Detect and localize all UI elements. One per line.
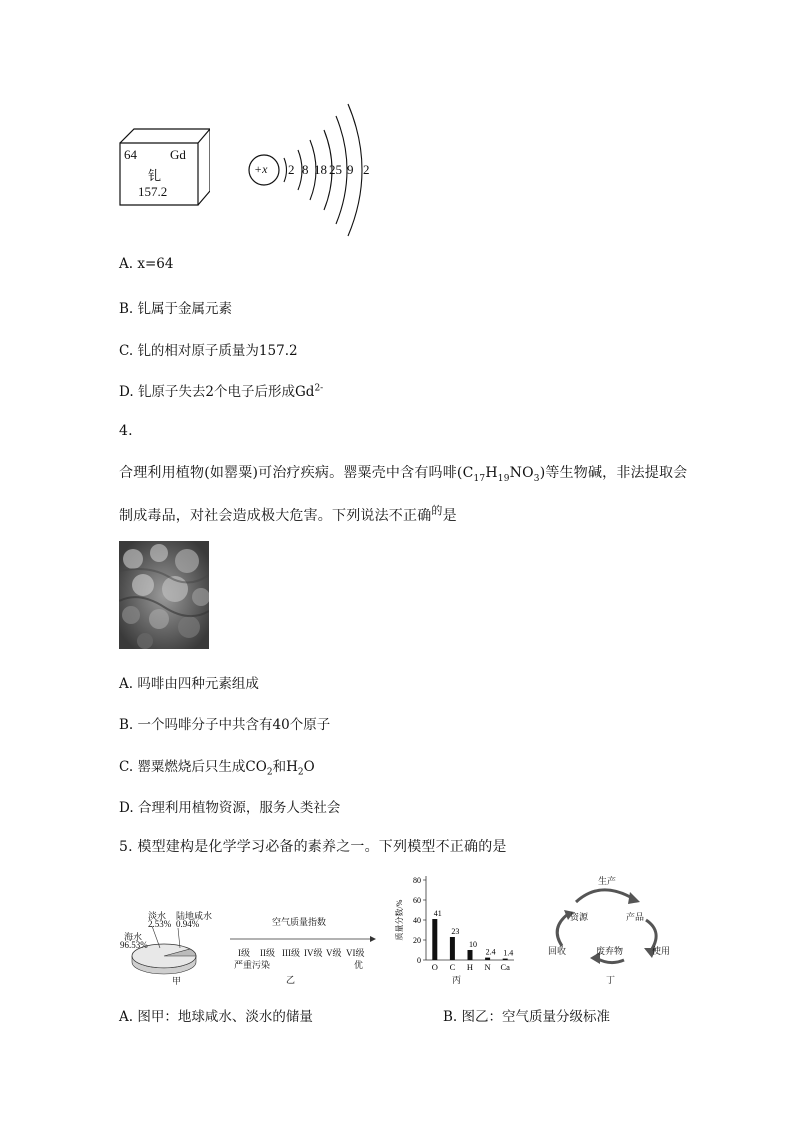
y-tick-label: 40	[413, 916, 421, 925]
aqi-grade-6: VI级	[346, 948, 365, 958]
option-text: x=64	[137, 256, 174, 272]
option-text: 罂粟燃烧后只生成CO	[137, 759, 267, 775]
shell-3-count: 18	[314, 162, 327, 177]
cycle-resource: 资源	[570, 912, 589, 922]
bar-value-label: 1.4	[503, 948, 514, 958]
bar-value-label: 23	[451, 927, 460, 936]
bar-value-label: 41	[433, 909, 442, 918]
aqi-right-label: 优	[354, 960, 364, 970]
y-tick-label: 0	[417, 956, 421, 965]
q5-option-a	[119, 1005, 313, 1025]
element-symbol: Gd	[170, 147, 186, 162]
q4-option-b	[119, 713, 330, 733]
option-letter: A.	[119, 256, 134, 272]
q4-option-c	[119, 755, 315, 778]
option-letter: A.	[119, 676, 134, 692]
stem-text: 制成毒品，对社会造成极大危害。下列说法不正确	[119, 508, 432, 524]
option-text: O	[303, 759, 315, 775]
poppy-photo	[119, 541, 209, 649]
shell-5-count: 9	[347, 162, 354, 177]
element-card	[118, 125, 210, 207]
aqi-grade-1: I级	[238, 948, 250, 958]
aqi-grade-5: V级	[326, 948, 342, 958]
q5-stem: 5. 模型建构是化学学习必备的素养之一。下列模型不正确的是	[119, 839, 507, 855]
option-text: 吗啡由四种元素组成	[137, 676, 259, 692]
option-text: 钆的相对原子质量为157.2	[137, 343, 298, 359]
y-axis-label: 质量分数/%	[395, 899, 404, 941]
option-text: 图甲：地球咸水、淡水的储量	[137, 1009, 313, 1025]
q4-number: 4.	[119, 423, 133, 439]
option-letter: B.	[119, 301, 134, 317]
fig-ding-cycle	[540, 870, 680, 986]
y-tick-label: 20	[413, 936, 421, 945]
bar-H	[468, 950, 473, 960]
y-tick-label: 60	[413, 896, 421, 905]
bar-value-label: 2.4	[485, 947, 496, 957]
q4-option-d	[119, 796, 340, 816]
aqi-left-label: 严重污染	[234, 960, 271, 970]
category-label: H	[466, 962, 474, 972]
atomic-mass: 157.2	[138, 184, 168, 199]
q4-option-a	[119, 672, 259, 692]
cycle-use: 使用	[652, 946, 671, 956]
fig-bing-caption: 丙	[452, 975, 462, 985]
subscript: 2	[266, 767, 273, 778]
stem-text: H	[485, 465, 498, 481]
stem-text: NO	[509, 465, 534, 481]
bar-O	[432, 919, 437, 960]
fig-ding-caption: 丁	[606, 975, 616, 985]
fig-yi-aqi	[228, 910, 378, 986]
option-letter: B.	[443, 1009, 458, 1025]
q4-stem-line1	[119, 462, 687, 484]
category-label: N	[484, 962, 491, 972]
ion-charge: 2-	[314, 383, 324, 394]
bar-Ca	[503, 959, 508, 960]
category-label: C	[449, 962, 456, 972]
option-text: 和H	[272, 759, 298, 775]
option-letter: B.	[119, 717, 134, 733]
shell-2-count: 8	[302, 162, 309, 177]
q3-option-c	[119, 339, 298, 359]
bar-chart	[392, 870, 520, 986]
nucleus-label: +x	[254, 162, 268, 176]
option-text: 钆属于金属元素	[137, 301, 233, 317]
q3-option-b	[119, 297, 232, 317]
fig-bing-chart	[392, 870, 520, 986]
stem-text: )等生物碱，非法提取会	[539, 465, 688, 481]
sea-water-pct: 96.53%	[120, 940, 148, 950]
stem-text: 的	[431, 504, 443, 517]
aqi-grade-3: III级	[282, 948, 300, 958]
option-text: 图乙：空气质量分级标准	[461, 1009, 611, 1025]
stem-text: 合理利用植物(如罂粟)可治疗疾病。罂粟壳中含有吗啡(C	[119, 465, 474, 481]
shell-6-count: 2	[363, 162, 370, 177]
bar-C	[450, 937, 455, 960]
subscript: 3	[533, 473, 540, 484]
atom-structure-diagram	[246, 100, 386, 240]
shell-1-count: 2	[288, 162, 295, 177]
aqi-grade-2: II级	[260, 948, 275, 958]
category-label: Ca	[500, 962, 510, 972]
option-text: 钆原子失去2个电子后形成Gd	[137, 384, 315, 400]
category-label: O	[431, 962, 438, 972]
y-tick-label: 80	[413, 876, 421, 885]
option-letter: A.	[119, 1009, 134, 1025]
option-text: 一个吗啡分子中共含有40个原子	[137, 717, 331, 733]
fresh-water-label: 淡水	[148, 911, 167, 921]
cycle-production: 生产	[598, 876, 617, 886]
fig-yi-caption: 乙	[286, 975, 296, 985]
cycle-recycle: 回收	[548, 946, 567, 956]
aqi-title: 空气质量指数	[272, 917, 327, 927]
shell-4-count: 25	[329, 162, 342, 177]
option-text: 合理利用植物资源，服务人类社会	[137, 800, 341, 816]
q3-option-a	[119, 256, 173, 272]
q3-option-d	[119, 380, 323, 400]
option-letter: D.	[119, 800, 134, 816]
option-letter: D.	[119, 384, 134, 400]
fig-jia-caption: 甲	[172, 976, 182, 986]
cycle-waste: 废弃物	[596, 946, 624, 956]
fresh-water-pct: 2.53%	[148, 919, 172, 929]
bar-value-label: 10	[469, 940, 477, 949]
atomic-number: 64	[124, 147, 137, 162]
subscript: 19	[497, 473, 510, 484]
fig-jia-pie	[118, 906, 228, 986]
bar-N	[485, 958, 490, 960]
option-letter: C.	[119, 343, 134, 359]
aqi-grade-4: IV级	[304, 948, 323, 958]
cycle-product: 产品	[626, 912, 645, 922]
subscript: 17	[473, 473, 486, 484]
element-name: 钆	[148, 169, 162, 184]
q5-option-b	[443, 1005, 610, 1025]
stem-text: 是	[442, 508, 457, 524]
subscript: 2	[297, 767, 304, 778]
sea-water-label: 海水	[124, 932, 143, 942]
q4-stem-line2	[119, 505, 457, 525]
land-salt-label: 陆地咸水	[176, 911, 213, 921]
land-salt-pct: 0.94%	[176, 919, 200, 929]
option-letter: C.	[119, 759, 134, 775]
